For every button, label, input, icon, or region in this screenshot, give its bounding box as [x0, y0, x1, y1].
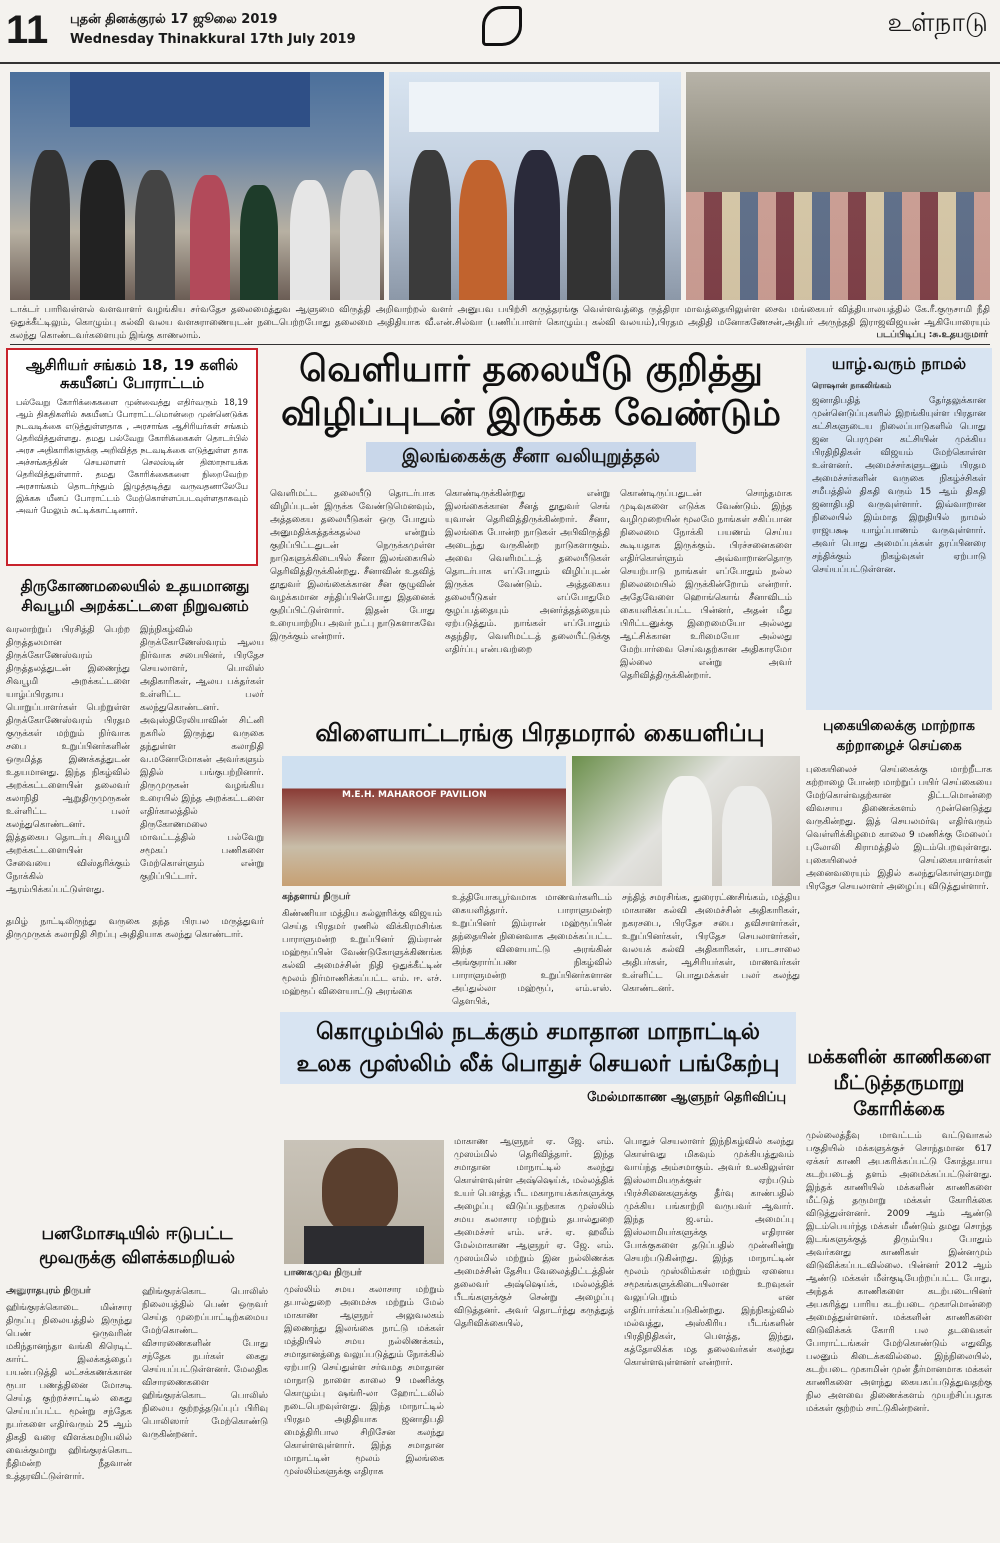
masthead-rule	[0, 62, 1000, 64]
muslim-col1: முஸ்லிம் சமய கலாசார மற்றும் தபால்துறை அமைச்சு மற்றும் மேல் மாகாண ஆளுநர் அலுவலகம் இணைந்து இலங்கை நாட்டு மக்கள் மத்தியில் சமய நல்லிணக்கம், சமாதானத்தை வலுப்படுத்தும் நோக்கில் ஏற்பாடு செய்துள்ள சர்வமத சமாதான மாநாடு நாளை காலை 9 மணிக்கு கொழும்பு ஷங்ரி-லா ஹோட்டலில் நடைபெறவுள்ளது. இந்த மாநாட்டில் பிரதம அதிதியாக ஜனாதிபதி மைத்திரிபால சிறிசேன கலந்து கொள்ளவுள்ளார். இந்த சமாதான மாநாட்டின் மூலம் இலங்கை முஸ்லிம்களுக்கு எதிராக	[284, 1285, 444, 1477]
main-headline-line1: வெளியார் தலையீடு குறித்து	[299, 349, 763, 390]
teachers-strike-body: பல்வேறு கோரிக்கைகளை முன்வைத்து எதிர்வரும் 18,19 ஆம் திகதிகளில் சுகயீனப் போராட்டமொன்றை முன்னெடுக்க நடவடிக்கை எடுத்துள்ளதாக , அரசாங்க ஆசிரியர்கள் சங்கம் தெரிவித்துள்ளது. தமது பல்வேறு கோரிக்கைகள் தொடர்பில் அரச அதிகாரிகளுக்கு அறிவித்த நடவடிக்கை எடுத்துள்ள தாக அச்சங்கத்தின் செயலாளர் செலஸ்டின் திஸாநாயக்க தெரிவித்துள்ளார். தமது கோரிக்கைகளை நிறைவேற்ற அரசாங்கம் தொடர்ந்தும் இழுத்தடித்து வருவதனாலேயே இக்கசு யீனப் போராட்டம் மேற்கொள்ளப்படவுள்ளதாகவும் அவர் மேலும் சுட்டிக்காட்டினார்.	[16, 397, 248, 515]
sivapoomi-story	[6, 576, 264, 971]
sports-byline: கந்தளாய் நிருபர்	[282, 892, 351, 902]
main-subhead: இலங்கைக்கு சீனா வலியுறுத்தல்	[366, 442, 696, 472]
land-return-title: மக்களின் காணிகளை மீட்டுத்தருமாறு கோரிக்கை	[807, 1046, 991, 1120]
photo-lamp-pm	[572, 756, 800, 886]
fraud-story	[6, 1222, 268, 1538]
photo-audience	[686, 72, 990, 300]
masthead-logo	[482, 6, 522, 46]
pavilion-sign: M.E.H. MAHAROOF PAVILION	[342, 790, 487, 800]
muslim-league-story	[280, 1012, 796, 1538]
photo-lamp-lighting	[10, 72, 384, 300]
aloe-story	[806, 716, 992, 1034]
fraud-byline: அனுராதபுரம் நிருபர்	[6, 1286, 91, 1296]
photo-pavilion	[282, 756, 566, 886]
fraud-title: பனமோசடியில் ஈடுபட்ட மூவருக்கு விளக்கமறியல்	[38, 1224, 236, 1268]
page-number: 11	[6, 8, 49, 52]
main-headline-line2: விழிப்புடன் இருக்க வேண்டும்	[281, 393, 781, 434]
main-col3: கொண்டிருப்பதுடன் சொந்தமாக முடிவுகளை எடுக்க வேண்டும். இந்த வழிமுறையின் மூலமே நாங்கள் சகிப்பான நிலைமை நோக்கி பயணம் செய்ய கூடியதாக இருக்கும். பிரச்சனைகளை எதிர்கொள்ளும் அவ்வாறானதொரு செயற்பாடு நாங்கள் எப்போதும் நல்ல நிலைமையில் இருக்கின்றோம் என்றார். அதேவேளை ஹொங்கொங் சீனாவிடம் கையளிக்கப்பட்ட பின்னர், அதன் மீது பிரிட்டனுக்கு இறைமையோ அல்லது ஆட்சிக்கான உரிமையோ அல்லது மேற்பார்வை செய்வதற்கான அதிகாரமோ இல்லை என்று அவர் தெரிவித்திருக்கின்றார்.	[620, 489, 792, 681]
sports-col3: சந்தித் சமரசிங்க, துரைரட்ணசிங்கம், மத்திய மாகாண கல்வி அமைச்சின் அதிகாரிகள், நகரசபை, பிரதேச சபை தவிசாளர்கள், உறுப்பினர்கள், பிரதேச செயலாளர்கள், வலயக் கல்வி அதிகாரிகள், பாடசாலை அதிபர்கள், ஆசிரியர்கள், மாணவர்கள் உள்ளிட்ட பொதுமக்கள் பலர் கலந்து கொண்டனர்.	[622, 893, 800, 994]
tamil-date: புதன் தினக்குரல் 17 ஜூலை 2019	[70, 12, 278, 27]
muslim-headline-line1: கொழும்பில் நடக்கும் சமாதான மாநாட்டில்	[316, 1019, 760, 1045]
sports-headline: விளையாட்டரங்கு பிரதமரால் கையளிப்பு	[315, 719, 765, 747]
sports-story	[280, 716, 800, 1006]
top-photo-caption: டாக்டர் பாரிவள்ளல் வளவாளர் வழங்கிய சர்வதேச தலைமைத்துவ ஆளுமை விருத்தி அறிவாற்றல் வளர் அனுபவ பயிற்சி கருத்தரங்கு வெள்ளவத்தை ருத்திரா மாவத்தையிலுள்ள சைவ மங்கையர் வித்தியாலயத்தில் கே.ரீ.குருசாமி நீதி ஒதுக்கீட்டிலும், கொழும்பு கல்வி வலய வளசுராணையுடன் நடைபெற்றபோது தலைமை அதிதியாக வீ.என்.சில்வா (பணிப்பாளர் கொழும்பு கல்வி வலயம்),பிரதம அதிதி மனோகணேசன்,அதிபர் அருந்ததி இராஜவிஜயன் ஆகியோரையும் கலந்து கொண்டவர்களையும் இங்கு காணலாம்.	[10, 305, 990, 341]
sivapoomi-title: திருகோணமலையில் உதயமானது சிவபூமி அறக்கட்டளை நிறுவனம்	[20, 577, 250, 615]
muslim-col3: பொதுச் செயலாளர் இந்நிகழ்வில் கலந்து கொள்வது மிகவும் முக்கியத்துவம் வாய்ந்த அம்சமாகும். அவர் உலகிலுள்ள இஸ்லாமியருக்குள் ஏற்படும் பிரச்சினைகளுக்கு தீர்வு காண்பதில் முக்கிய பங்காற்றி வருபவர் ஆவார். இந்த ஜ.எம். அமைப்பு இஸ்லாமியர்களுக்கு எதிரான போக்குகளை தடுப்பதில் முன்னின்று செயற்படுகின்றது. இந்த மாநாட்டின் மூலம் முஸ்லிம்கள் மற்றும் ஏனைய சமூகங்களுக்கிடையிலான உறவுகள் வலுப்பெறும் என எதிர்பார்க்கப்படுகின்றது. இந்நிகழ்வில் மல்வத்து, அஸ்கிரிய பீடங்களின் பிரதிநிதிகள், பௌத்த, இந்து, கத்தோலிக்க மத தலைவர்கள் கலந்து கொள்ளவுள்ளனர் என்றார்.	[624, 1137, 794, 1368]
photo-award-ceremony	[389, 72, 681, 300]
namal-visit-title: யாழ்.வரும் நாமல்	[831, 354, 967, 373]
main-col2: கொண்டிருக்கின்றது என்று இலங்கைக்கான சீனத் தூதுவர் செங் யுவான் தெரிவித்திருக்கின்றார். சீனா, இலங்கை போன்ற நாடுகள் அபிவிருத்தி அடைந்து வருகின்ற நாடுகளாகும். அவை வெளிமட்டத் தலையீடுகள் தொடர்பாக எப்போதும் விழிப்புடன் இருக்க வேண்டும். அத்தகைய தலையீடுகள் எப்போதுமே குழப்பத்தையும் அனர்த்தத்தையும் ஏற்படுத்தும். நாங்கள் எப்போதும் சுதந்திர, வெளிமட்டத் தலையீட்டுக்கு எதிர்ப்பு என்பவற்றை	[445, 489, 610, 655]
land-return-story	[806, 1044, 992, 1538]
photo-governor	[284, 1140, 444, 1264]
land-return-body: முல்லைத்தீவு மாவட்டம் வட்டுவாகல் பகுதியில் மக்களுக்குச் சொந்தமான 617 ஏக்கர் காணி அபகரிக்கப்பட்டு கோத்தபாய கடற்படைத் தளம் அமைக்கப்பட்டுள்ளது. இந்தக் காணியில் மக்களின் காணிகளை மீட்டுத் தருமாறு மக்கள் கோரிக்கை விடுத்துள்ளனர். 2009 ஆம் ஆண்டு இடம்பெயர்ந்த மக்கள் மீண்டும் தமது சொந்த இடங்களுக்குத் திரும்பிய போதும் அவர்களது காணிகள் இன்னமும் விடுவிக்கப்படவில்லை. பின்னர் 2012 ஆம் ஆண்டு மக்கள் மீள்குடியேற்றப்பட்ட போது, அந்தக் காணிகளை கடற்படையினர் அபகரித்து பாரிய கடற்படை முகாமொன்றை அமைத்துள்ளனர். மக்களின் காணிகளை விடுவிக்கக் கோரி பல தடவைகள் போராட்டங்கள் மேற்கொண்டும் எதுவித பலனும் கிடைக்கவில்லை. இந்நிலையில், கடற்படை முகாமின் முன் தீர்மானமாக மக்கள் காணிகளை அளந்து கையகப்படுத்துவதற்கு நில அளவை திணைக்களம் முயற்சிப்பதாக மக்கள் குற்றம் சாட்டுகின்றனர்.	[806, 1131, 992, 1414]
namal-visit-box	[806, 348, 992, 710]
aloe-title: புகையிலைக்கு மாற்றாக கற்றாழைச் செய்கை	[823, 718, 975, 754]
muslim-headline-line2: உலக முஸ்லிம் லீக் பொதுச் செயலர் பங்கேற்பு	[296, 1051, 780, 1077]
sivapoomi-col2: இந்நிகழ்வில் திருக்கோணேஸ்வரம் ஆலய நிர்வாக சபையினர், பிரதேச செயலாளர், பொலிஸ் அதிகாரிகள், ஆலய பக்தர்கள் உள்ளிட்ட பலர் கலந்துகொண்டனர். அவுஸ்திரேலியாவின் சிட்னி நகரில் இருந்து வருகை தந்துள்ள கலாநிதி வ.மனோமோகன் அவர்களும் இதில் பங்குபற்றினார். திருமுருகன் வழங்கிய உரையில் இந்த அறக்கட்டளை எதிர்காலத்தில் திருகோணமலை மாவட்டத்தில் பல்வேறு சமூகப் பணிகளை மேற்கொள்ளும் என்று குறிப்பிட்டார்.	[140, 625, 264, 882]
section-label: உள்நாடு	[887, 8, 988, 38]
fraud-col2: ஹிங்குரக்கொட பொலிஸ் நிலையத்தில் பெண் ஒருவர் செய்த முறைப்பாட்டிற்கமைய மேற்கொண்ட விசாரணைகளின் போது சந்தேக நபர்கள் கைது செய்யப்பட்டுள்ளனர். மேலதிக விசாரணைகளை ஹிங்குரக்கொட பொலிஸ் நிலைய குற்றத்தடுப்புப் பிரிவு பொலிஸார் மேற்கொண்டு வருகின்றனர்.	[142, 1287, 268, 1440]
sivapoomi-col1-end: தமிழ் நாட்டிலிருந்து வருகை தந்த பிரபல மருத்துவர் திருமுருகக் கலாநிதி சிறப்பு அதிதியாக கலந்து கொண்டார்.	[6, 917, 264, 940]
sports-col1: கிண்ணியா மத்திய கல்லூரிக்கு விஜயம் செய்த பிரதமர் ரணில் விக்கிரமசிங்க பாராளுமன்ற உறுப்பினர் இம்ரான் மஹ்ரூப்பின் வேண்டுகோளுக்கிணங்க கல்வி அமைச்சின் நிதி ஒதுக்கீட்டின் மூலம் நிர்மாணிக்கப்பட்ட எம். ஈ. எச். மஹ்ரூப் விளையாட்டு அரங்கை	[282, 909, 442, 997]
teachers-strike-box	[6, 348, 258, 566]
muslim-byline: பாணகமுவ நிருபர்	[284, 1268, 362, 1278]
teachers-strike-title: ஆசிரியர் சங்கம் 18, 19 களில் சுகயீனப் போராட்டம்	[25, 356, 239, 392]
muslim-col2: மாகாண ஆளுநர் ஏ. ஜே. எம். முஸம்மில் தெரிவித்தார். இந்த சமாதான மாநாட்டில் கலந்து கொள்ளவுள்ள அஷ்ஷெய்க், மல்லத்திக் உயர் பௌத்த பீட மகாநாயக்கர்களுக்கு அழைப்பு விடுப்பதற்காக முஸ்லிம் சமய கலாசார மற்றும் தபால்துறை அமைச்சர் எம். எச். ஏ. ஹலீம் மேல்மாகாண ஆளுநர் ஏ. ஜே. எம். முஸம்மில் மற்றும் இன நல்லிணக்க அமைச்சின் தேசிய வேலைத்திட்டத்தின் தலைவர் அஷ்ஷெய்க், மல்லத்திக் பீடங்களுக்குச் சென்று அழைப்பு விடுத்தனர். அவர் தொடர்ந்து கருத்துத் தெரிவிக்கையில்,	[454, 1137, 614, 1329]
muslim-headline-block	[280, 1012, 796, 1084]
sports-col2: உத்தியோகபூர்வமாக மாணவர்களிடம் கையளித்தார். பாராளுமன்ற உறுப்பினர் இம்ரான் மஹ்ரூப்பின் தந்தையின் நினைவாக அமைக்கப்பட்ட இந்த விளையாட்டு அரங்கின் அங்குரார்ப்பண நிகழ்வில் பாராளுமன்ற உறுப்பினர்களான அப்துல்லா மஹ்ரூப், எம்.எஸ். தௌபிக்,	[452, 893, 612, 1007]
masthead	[0, 0, 1000, 64]
aloe-body: புகையிலைச் செய்கைக்கு மாற்றீடாக கற்றாழை போன்ற மாற்றுப் பயிர் செய்கையை மேற்கொள்வதற்கான திட்டமொன்றை விவசாய திணைக்களம் முன்னெடுத்து வருகின்றது. இத் செயலமர்வு எதிர்வரும் வெள்ளிக்கிழமை காலை 9 மணிக்கு மேலைப் புலோலி கிராமத்தில் இடம்பெறவுள்ளது. புகையிலைச் செய்கையாளர்கள் அனைவரையும் இதில் கலந்துகொள்ளுமாறு பிரதேச செயலாளர் அழைப்பு விடுத்துள்ளார்.	[806, 765, 992, 892]
top-rule	[10, 344, 990, 345]
namal-visit-body: ஜனாதிபதித் தேர்தலுக்கான முன்னெடுப்புகளில் இறங்கியுள்ள பிரதான கட்சிகளுடைய நிலைப்பாடுகளில் பொது ஜன பெரமுன கட்சியின் முக்கிய பிரதிநிதிகள் விஜயம் மேற்கொள்ள உள்ளனர். அமைச்சர்களுடனும் பிரதம அமைச்சர்களின் வருகை நிகழ்ச்சிகள் சமீபத்தில் திகதி வரும் 15 ஆம் திகதி ஜனாதிபதி வருவுள்ளார். இவ்வாறான நிலையில் இம்மாத இறுதியில் நாமல் ராஜபக்ஷ யாழ்ப்பாணம் வருவுள்ளார். அவர் பொது அமைப்புக்கள் தரப்பினரை சந்திக்கும் நிகழ்வுகள் ஏற்பாடு செய்யப்பட்டுள்ளன.	[812, 396, 986, 575]
english-date: Wednesday Thinakkural 17th July 2019	[70, 32, 356, 47]
top-photo-credit: படப்பிடிப்பு :சு.உதயகுமார்	[876, 330, 988, 340]
main-story	[270, 348, 792, 704]
main-col1: வெளிமட்ட தலையீடு தொடர்பாக விழிப்புடன் இருக்க வேண்டுமெனவும், அத்தகைய தலையீடுகள் ஒரு போதும் அனுமதிக்கத்தக்கதல்ல என்றும் குறிப்பிட்டதுடன் நெருக்கமுள்ள நாடுகளுக்கிடையில் சீனா இலங்கையில் தெரிவித்திருக்கின்றது. சீனாவின் உதவித் தூதுவர் இலங்கைக்கான சீன குழுவின் வழக்கமான சந்திப்பின்போது இதனைக் குறிப்பிட்டுள்ளார். இதன் போது உரையாற்றிய அவர் நட்பு நாடுகளாகவே இருக்கும் என்றார்.	[270, 489, 435, 642]
fraud-col1: ஹிங்குரக்கொடை மின்சார திருப்பு நிலையத்தில் இருந்து பெண் ஒருவரின் மகிந்தானந்தா வங்கி கிரெடிட் கார்ட் இலக்கத்தைப் பயன்படுத்தி லட்சக்கணக்கான ரூபா பணத்தினை மோசடி செய்த குற்றச்சாட்டில் கைது செய்யப்பட்ட மூன்று சந்தேக நபர்களை எதிர்வரும் 25 ஆம் திகதி வரை விளக்கமறியலில் வைக்குமாறு ஹிங்குரக்கொட நீதிமன்ற நீதவான் உத்தரவிட்டுள்ளார்.	[6, 1303, 132, 1482]
sivapoomi-col1: வரலாற்றுப் பிரசித்தி பெற்ற திருத்தலமான திருக்கோணேஸ்வரம் திருத்தலத்துடன் இணைந்து சிவபூமி அறக்கட்டளை யாழ்ப்பிரதாய பொறுப்பாளர்கள் பெற்றுள்ள திருக்கோணேஸ்வரம் பிரதம குருக்கள் மற்றும் நிர்வாக சபை உறுப்பினர்களின் ஒருமித்த இணக்கத்துடன் உதயமானது. இந்த நிகழ்வில் அறக்கட்டளையின் தலைவர் கலாநிதி ஆறுதிருமுருகன் உள்ளிட்ட பலர் கலந்துகொண்டனர். இத்தகைய தொடர்பு சிவபூமி அறக்கட்டளையின் சேவையை விஸ்தரிக்கும் நோக்கில் ஆரம்பிக்கப்பட்டுள்ளது.	[6, 625, 130, 895]
muslim-subhead: மேல்மாகாண ஆளுநர் தெரிவிப்பு	[587, 1090, 786, 1105]
namal-visit-byline: ரொஷான் நாகலிங்கம்	[812, 381, 892, 390]
